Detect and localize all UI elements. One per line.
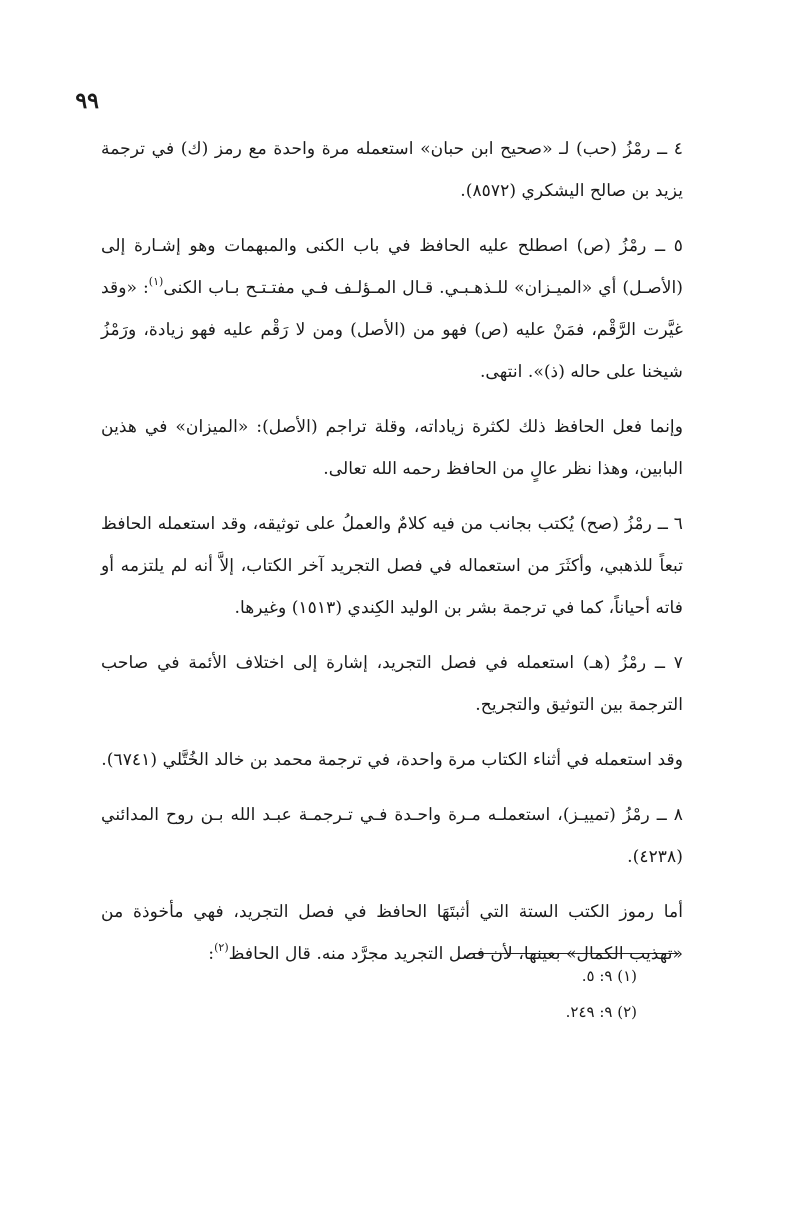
paragraph-symbol-sah — [101, 503, 683, 629]
footnote-2: (٢) ٩: ٢٤٩. — [565, 1003, 637, 1021]
footnote-divider — [469, 953, 679, 954]
paragraph-text: ٨ ــ رمْزُ (تمييـز)، استعملـه مـرة واحـدة فـي تـرجمـة عبـد الله بـن روح المدائني (٤٢٣٨). — [101, 805, 683, 867]
footnote-reference[interactable]: (٢) — [214, 941, 229, 954]
main-text — [101, 128, 683, 988]
page-number: ٩٩ — [75, 88, 99, 114]
paragraph-text-continued: : «وقد غيَّرت الرَّقْم، فمَنْ عليه (ص) فهو من (الأصل) ومن لا رَقْم عليه فهو زيادة، ورَمْزُ شيخنا على حاله (ذ)». انتهى. — [101, 278, 683, 382]
paragraph-text: ٤ ــ رمْزُ (حب) لـ «صحيح ابن حبان» استعمله مرة واحدة مع رمز (ك) في ترجمة يزيد بن صالح اليشكري (٨٥٧٢). — [101, 139, 683, 201]
paragraph-usage-note — [101, 739, 683, 781]
paragraph-text-continued: : — [208, 944, 215, 964]
footnote-reference[interactable]: (١) — [148, 275, 164, 288]
paragraph-symbol-ha — [101, 642, 683, 726]
footnotes — [437, 958, 637, 1030]
paragraph-text: وقد استعمله في أثناء الكتاب مرة واحدة، في ترجمة محمد بن خالد الخُتَّلي (٦٧٤١). — [101, 750, 683, 770]
footnote-1: (١) ٩: ٥. — [581, 967, 637, 985]
paragraph-text: ٦ ــ رمْزُ (صح) يُكتب بجانب من فيه كلامٌ والعملُ على توثيقه، وقد استعمله الحافظ تبعاً للذهبي، وأكثَرَ من استعماله في فصل التجريد آخر الكتاب، إلاَّ أنه لم يلتزمه أو فاته أحياناً، كما في ترجمة بشر بن الوليد الكِندي (١٥١٣) وغيرها. — [101, 514, 683, 618]
paragraph-explanation — [101, 406, 683, 490]
paragraph-text: ٧ ــ رمْزُ (هـ) استعمله في فصل التجريد، إشارة إلى اختلاف الأئمة في صاحب الترجمة بين التوثيق والتجريح. — [101, 653, 683, 715]
paragraph-symbol-s — [101, 225, 683, 393]
paragraph-text: أما رموز الكتب الستة التي أثبتَهَا الحافظ في فصل التجريد، فهي مأخوذة من «تهذيب الكمال» بعينها، لأن فصل التجريد مجرَّد منه. قال الحافظ — [101, 902, 683, 964]
paragraph-symbol-tamyiz — [101, 794, 683, 878]
paragraph-symbol-hb — [101, 128, 683, 212]
paragraph-text: ٥ ــ رمْزُ (ص) اصطلح عليه الحافظ في باب الكنى والمبهمات وهو إشـارة إلى (الأصـل) أي «الميـزان» للـذهـبـي. قـال المـؤلـف فـي مفتـتـح بـاب الكنى — [101, 236, 683, 298]
paragraph-text: وإنما فعل الحافظ ذلك لكثرة زياداته، وقلة تراجم (الأصل): «الميزان» في هذين البابين، وهذا نظر عالٍ من الحافظ رحمه الله تعالى. — [101, 417, 683, 479]
